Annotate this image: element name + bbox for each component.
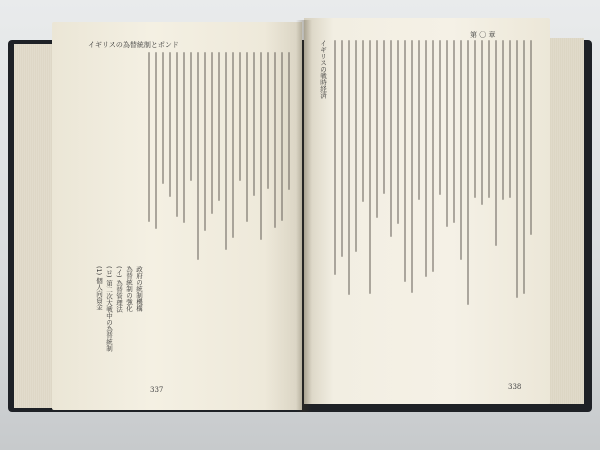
text-line <box>169 52 171 197</box>
text-line <box>516 40 518 298</box>
text-line <box>239 52 241 181</box>
text-line <box>148 52 150 222</box>
text-line <box>281 52 283 221</box>
text-line <box>418 40 420 200</box>
text-line <box>246 52 248 222</box>
text-line <box>155 52 157 229</box>
text-line <box>502 40 504 200</box>
text-line <box>232 52 234 238</box>
text-line <box>183 52 185 223</box>
right-running-header: 第 〇 章 <box>470 31 496 39</box>
text-line <box>225 52 227 250</box>
text-line <box>439 40 441 195</box>
text-line <box>274 52 276 228</box>
text-line <box>348 40 350 295</box>
text-line <box>162 52 164 184</box>
text-line <box>390 40 392 237</box>
text-line <box>288 52 290 190</box>
left-running-header: イギリスの為替統制とポンド <box>88 41 179 49</box>
text-line <box>197 52 199 260</box>
text-line <box>334 40 336 275</box>
text-line <box>267 52 269 189</box>
text-line <box>204 52 206 231</box>
text-line <box>509 40 511 198</box>
book-gutter <box>296 20 312 412</box>
text-line <box>397 40 399 224</box>
text-line <box>523 40 525 294</box>
text-line <box>383 40 385 194</box>
text-line <box>495 40 497 246</box>
left-note-3: (イ) 為替管理法 <box>115 266 123 313</box>
right-page <box>304 18 550 404</box>
left-page-number: 337 <box>150 386 164 394</box>
left-body-text <box>52 22 302 410</box>
text-line <box>218 52 220 201</box>
text-line <box>425 40 427 277</box>
text-line <box>432 40 434 272</box>
text-line <box>260 52 262 240</box>
text-line <box>253 52 255 196</box>
text-line <box>488 40 490 198</box>
left-page <box>52 22 302 410</box>
text-line <box>530 40 532 235</box>
text-line <box>176 52 178 217</box>
text-line <box>453 40 455 223</box>
text-line <box>467 40 469 305</box>
text-line <box>411 40 413 293</box>
text-line <box>481 40 483 205</box>
right-page-number: 338 <box>508 383 522 391</box>
text-line <box>369 40 371 294</box>
text-line <box>460 40 462 260</box>
text-line <box>211 52 213 214</box>
text-line <box>341 40 343 257</box>
text-line <box>362 40 364 202</box>
text-line <box>446 40 448 227</box>
left-note-4: 為替統制の強化 <box>125 266 133 312</box>
text-line <box>190 52 192 181</box>
text-line <box>355 40 357 252</box>
right-phrase: イギリスの戦時経済 <box>319 40 327 99</box>
left-note-1: (1) 個人向資金 <box>95 266 103 310</box>
left-note-2: (ロ) 第二次大戦中の為替統制 <box>105 266 113 352</box>
text-line <box>376 40 378 218</box>
text-line <box>474 40 476 198</box>
right-page-edges <box>544 38 584 404</box>
left-note-5: 政府の統制機構 <box>135 266 143 312</box>
right-body-text <box>304 18 550 404</box>
text-line <box>404 40 406 282</box>
